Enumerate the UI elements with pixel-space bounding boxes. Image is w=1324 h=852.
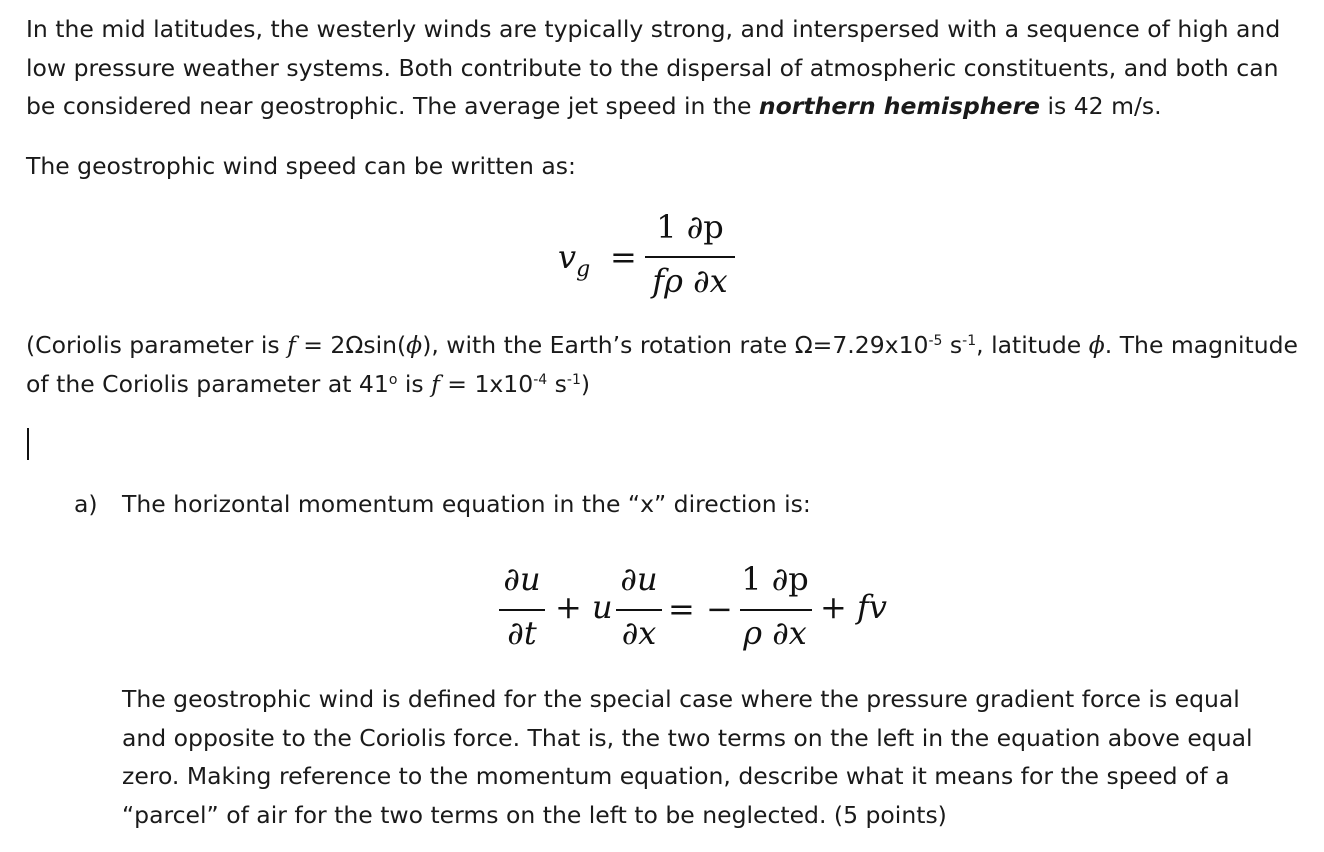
- eq1-denominator: fρ ∂x: [652, 262, 728, 300]
- question-body: The geostrophic wind is defined for the special case where the pressure gradient force is equal and opposite to the Coriolis force. That is, the two terms on the left in the equation above equal zero. Making reference to the momentum equation, describe what it means for the speed of a “parcel” of air for the two terms on the left to be neglected. (5 points): [122, 685, 1253, 829]
- eq2-term2-num: ∂u: [620, 560, 658, 598]
- eq1-equals: =: [610, 238, 637, 276]
- question-a-text: The horizontal momentum equation in the “x” direction is:: [122, 490, 811, 518]
- eq2-bar2: [616, 609, 662, 611]
- eq2-term3-num: 1 ∂p: [741, 560, 809, 598]
- emphasis-text: northern hemisphere: [758, 92, 1040, 120]
- eq2-plus-u: + u: [555, 588, 613, 626]
- eq2-bar3: [740, 609, 812, 611]
- question-a-label: a): [74, 490, 98, 518]
- eq2-bar1: [499, 609, 545, 611]
- text-cursor[interactable]: [27, 428, 29, 460]
- eq1-numerator: 1 ∂p: [656, 208, 724, 246]
- eq2-minus: −: [706, 590, 733, 628]
- geostrophic-label: The geostrophic wind speed can be written as:: [26, 152, 576, 180]
- intro-paragraph: In the mid latitudes, the westerly winds are typically strong, and interspersed with a sequence of high and low pressure weather systems. Both contribute to the dispersal of atmospheric constituents, and both can be considered near geostrophic. The average jet speed in the northern hemisphere is 42 m/s.: [26, 15, 1281, 120]
- eq2-equals: =: [668, 590, 695, 628]
- eq1-lhs: v: [558, 238, 577, 276]
- coriolis-paragraph: (Coriolis parameter is f = 2Ωsin(ϕ), with the Earth’s rotation rate $\Omega=7.29x10^{-5}$ $s^{-1}$, latitude ϕ. The magnitude of the Coriolis parameter at 41$^o$ is $f = 1x10^{-4}$ $s^{-1}$): [26, 331, 1298, 398]
- eq2-term1-den: ∂t: [507, 614, 537, 652]
- eq2-term2-den: ∂x: [621, 614, 657, 652]
- eq2-tail: + fv: [820, 588, 887, 626]
- eq2-term1-num: ∂u: [503, 560, 541, 598]
- eq2-term3-den: ρ ∂x: [743, 614, 807, 652]
- eq1-fraction-bar: [645, 256, 735, 258]
- eq1-lhs-sub: g: [576, 257, 591, 282]
